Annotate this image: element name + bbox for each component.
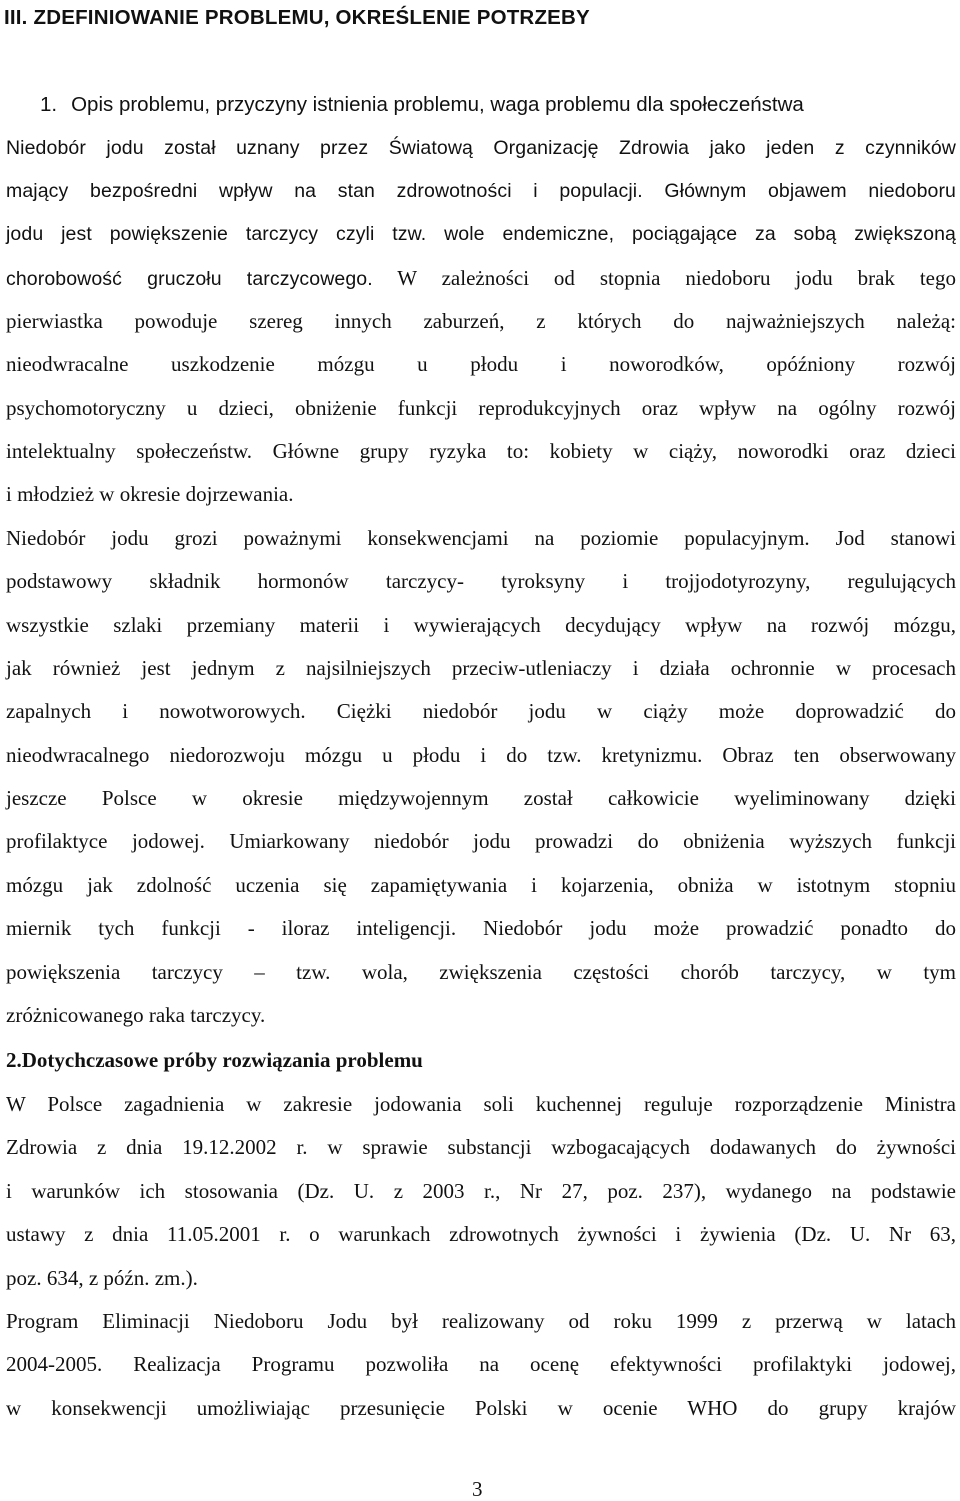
paragraph-line: nieodwracalnego niedorozwoju mózgu u płodu i do tzw. kretynizmu. Obraz ten obserwowany	[6, 743, 956, 767]
paragraph-line: zapalnych i nowotworowych. Ciężki niedobór jodu w ciąży może doprowadzić do	[6, 699, 956, 723]
paragraph-line: poz. 634, z późn. zm.).	[6, 1266, 198, 1290]
paragraph-line: i młodzież w okresie dojrzewania.	[6, 482, 294, 506]
paragraph-line: zróżnicowanego raka tarczycy.	[6, 1003, 266, 1027]
document-title: III. ZDEFINIOWANIE PROBLEMU, OKREŚLENIE POTRZEBY	[4, 6, 590, 29]
section-1-number: 1.	[40, 93, 58, 116]
paragraph-line: wszystkie szlaki przemiany materii i wywierających decydujący wpływ na rozwój mózgu,	[6, 613, 956, 637]
paragraph-line: i warunków ich stosowania (Dz. U. z 2003 r., Nr 27, poz. 237), wydanego na podstawie	[6, 1179, 956, 1203]
paragraph-line	[6, 264, 956, 293]
paragraph-line: psychomotoryczny u dzieci, obniżenie funkcji reprodukcyjnych oraz wpływ na ogólny rozwój	[6, 396, 956, 420]
paragraph-line: w konsekwencji umożliwiając przesunięcie Polski w ocenie WHO do grupy krajów	[6, 1396, 956, 1420]
paragraph-line: ustawy z dnia 11.05.2001 r. o warunkach zdrowotnych żywności i żywienia (Dz. U. Nr 63,	[6, 1222, 956, 1246]
paragraph-line: intelektualny społeczeństw. Główne grupy ryzyka to: kobiety w ciąży, noworodki oraz dzieci	[6, 439, 956, 463]
paragraph-line: jak również jest jednym z najsilniejszych przeciw-utleniaczy i działa ochronnie w procesach	[6, 656, 956, 680]
paragraph-line: Zdrowia z dnia 19.12.2002 r. w sprawie substancji wzbogacających dodawanych do żywności	[6, 1135, 956, 1159]
paragraph-line: W Polsce zagadnienia w zakresie jodowania soli kuchennej reguluje rozporządzenie Ministra	[6, 1092, 956, 1116]
paragraph-line: Niedobór jodu został uznany przez Światową Organizację Zdrowia jako jeden z czynników	[6, 137, 956, 159]
paragraph-line-part: chorobowość gruczołu tarczycowego.	[6, 268, 373, 290]
paragraph-line: podstawowy składnik hormonów tarczycy- tyroksyny i trojjodotyrozyny, regulujących	[6, 569, 956, 593]
paragraph-line: mózgu jak zdolność uczenia się zapamiętywania i kojarzenia, obniża w istotnym stopniu	[6, 873, 956, 897]
paragraph-line-part: W zależności od stopnia niedoboru jodu brak tego	[397, 266, 956, 290]
section-2-heading: 2.Dotychczasowe próby rozwiązania problemu	[6, 1048, 423, 1072]
paragraph-line: mający bezpośredni wpływ na stan zdrowotności i populacji. Głównym objawem niedoboru	[6, 180, 956, 202]
page-number: 3	[472, 1477, 483, 1501]
paragraph-line: jodu jest powiększenie tarczycy czyli tzw. wole endemiczne, pociągające za sobą zwiększoną	[6, 223, 956, 245]
section-1-heading-text: Opis problemu, przyczyny istnienia problemu, waga problemu dla społeczeństwa	[71, 93, 804, 116]
paragraph-line: Niedobór jodu grozi poważnymi konsekwencjami na poziomie populacyjnym. Jod stanowi	[6, 526, 956, 550]
paragraph-line: 2004-2005. Realizacja Programu pozwoliła na ocenę efektywności profilaktyki jodowej,	[6, 1352, 956, 1376]
paragraph-line: powiększenia tarczycy – tzw. wola, zwiększenia częstości chorób tarczycy, w tym	[6, 960, 956, 984]
paragraph-line: jeszcze Polsce w okresie międzywojennym został całkowicie wyeliminowany dzięki	[6, 786, 956, 810]
section-1-heading	[40, 91, 804, 119]
paragraph-line: miernik tych funkcji - iloraz inteligencji. Niedobór jodu może prowadzić ponadto do	[6, 916, 956, 940]
paragraph-line: pierwiastka powoduje szereg innych zaburzeń, z których do najważniejszych należą:	[6, 309, 956, 333]
paragraph-line: Program Eliminacji Niedoboru Jodu był realizowany od roku 1999 z przerwą w latach	[6, 1309, 956, 1333]
paragraph-line: profilaktyce jodowej. Umiarkowany niedobór jodu prowadzi do obniżenia wyższych funkcji	[6, 829, 956, 853]
paragraph-line: nieodwracalne uszkodzenie mózgu u płodu i noworodków, opóźniony rozwój	[6, 352, 956, 376]
